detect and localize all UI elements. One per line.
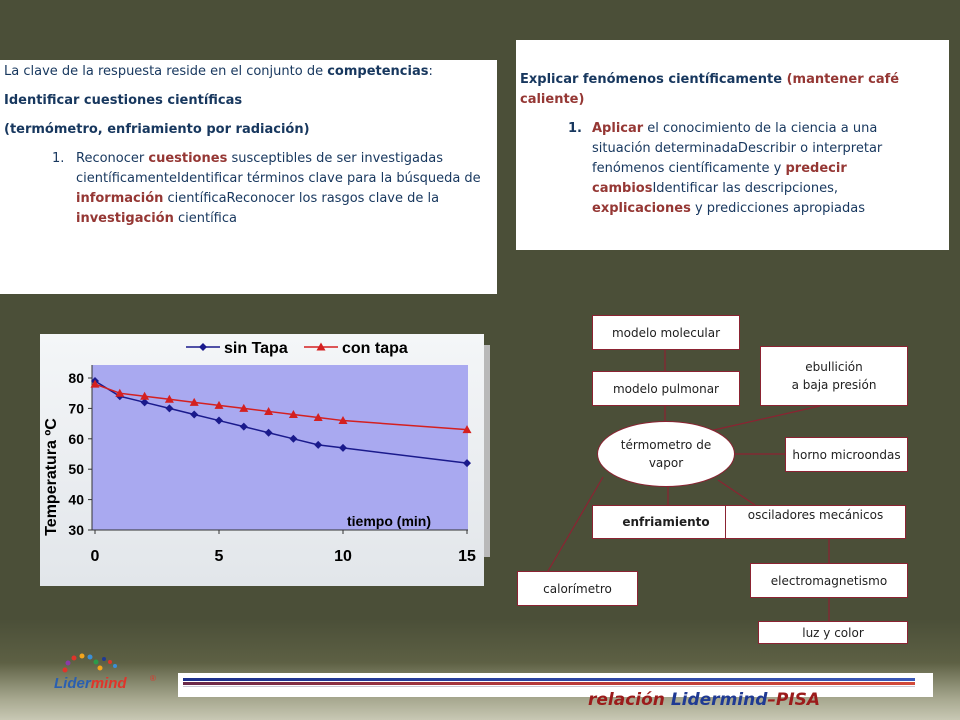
node-modelo-pulmonar: modelo pulmonar: [592, 371, 740, 406]
y-tick-label: 30: [68, 522, 84, 538]
node-calorimetro: calorímetro: [517, 571, 638, 606]
footer-caption: relación Lidermind–PISA: [588, 690, 821, 710]
logo-registered-mark: ®: [150, 674, 156, 683]
x-tick-label: 0: [90, 548, 100, 565]
logo-text-lider: Lider: [54, 675, 91, 692]
connector-termometro-ebullicion: [705, 406, 820, 432]
logo-dots-icon: [63, 654, 118, 673]
x-tick-label: 10: [334, 548, 352, 565]
left-subheading: (termómetro, enfriamiento por radiación): [4, 122, 310, 137]
left-heading: Identificar cuestiones científicas: [4, 93, 243, 108]
keyword-competencias: competencias: [327, 64, 429, 79]
legend-label: sin Tapa: [224, 340, 288, 357]
cooling-chart: [40, 334, 484, 586]
node-modelo-molecular: modelo molecular: [592, 315, 740, 350]
right-text-box: [516, 40, 949, 250]
node-horno-microondas: horno microondas: [785, 437, 908, 472]
x-tick-label: 15: [458, 548, 476, 565]
x-axis-label: tiempo (min): [347, 513, 431, 529]
y-tick-label: 50: [68, 461, 84, 478]
svg-text:Lidermind: [54, 675, 127, 692]
x-tick-label: 5: [214, 548, 224, 565]
node-luz-color: luz y color: [758, 621, 908, 644]
lidermind-logo: [52, 653, 162, 695]
left-text-box: [0, 60, 497, 294]
right-list-item: 1. Aplicar el conocimiento de la ciencia a una situación determinadaDescribir o interpretar fenómenos científicamente y predecir cambiosIdentificar las descripciones, explicaciones y predicciones apropiadas: [568, 121, 883, 216]
left-list-item: 1. Reconocer cuestiones susceptibles de ser investigadas científicamenteIdentificar términos clave para la búsqueda de información científicaReconocer los rasgos clave de la investigación científica: [52, 151, 481, 226]
right-heading: Explicar fenómenos científicamente (mantener café caliente): [520, 72, 900, 107]
y-tick-label: 40: [68, 491, 84, 508]
left-intro: La clave de la respuesta reside en el conjunto de competencias:: [4, 64, 433, 79]
node-electromagnetismo: electromagnetismo: [750, 563, 908, 598]
node-enfriamiento: enfriamiento: [592, 505, 740, 539]
y-axis-label: Temperatura ºC: [43, 418, 60, 536]
legend-label: con tapa: [342, 340, 408, 357]
y-tick-label: 60: [68, 430, 84, 447]
node-termometro-vapor: térmometro de vapor: [597, 421, 735, 487]
y-tick-label: 80: [68, 370, 84, 386]
node-osciladores-mecanicos: osciladores mecánicos: [725, 505, 906, 539]
y-tick-label: 70: [68, 400, 84, 417]
connector-termometro-osciladores: [718, 480, 755, 505]
logo-text-mind: mind: [90, 675, 127, 692]
node-ebullicion: ebullición a baja presión: [760, 346, 908, 406]
plot-area: [92, 365, 468, 530]
